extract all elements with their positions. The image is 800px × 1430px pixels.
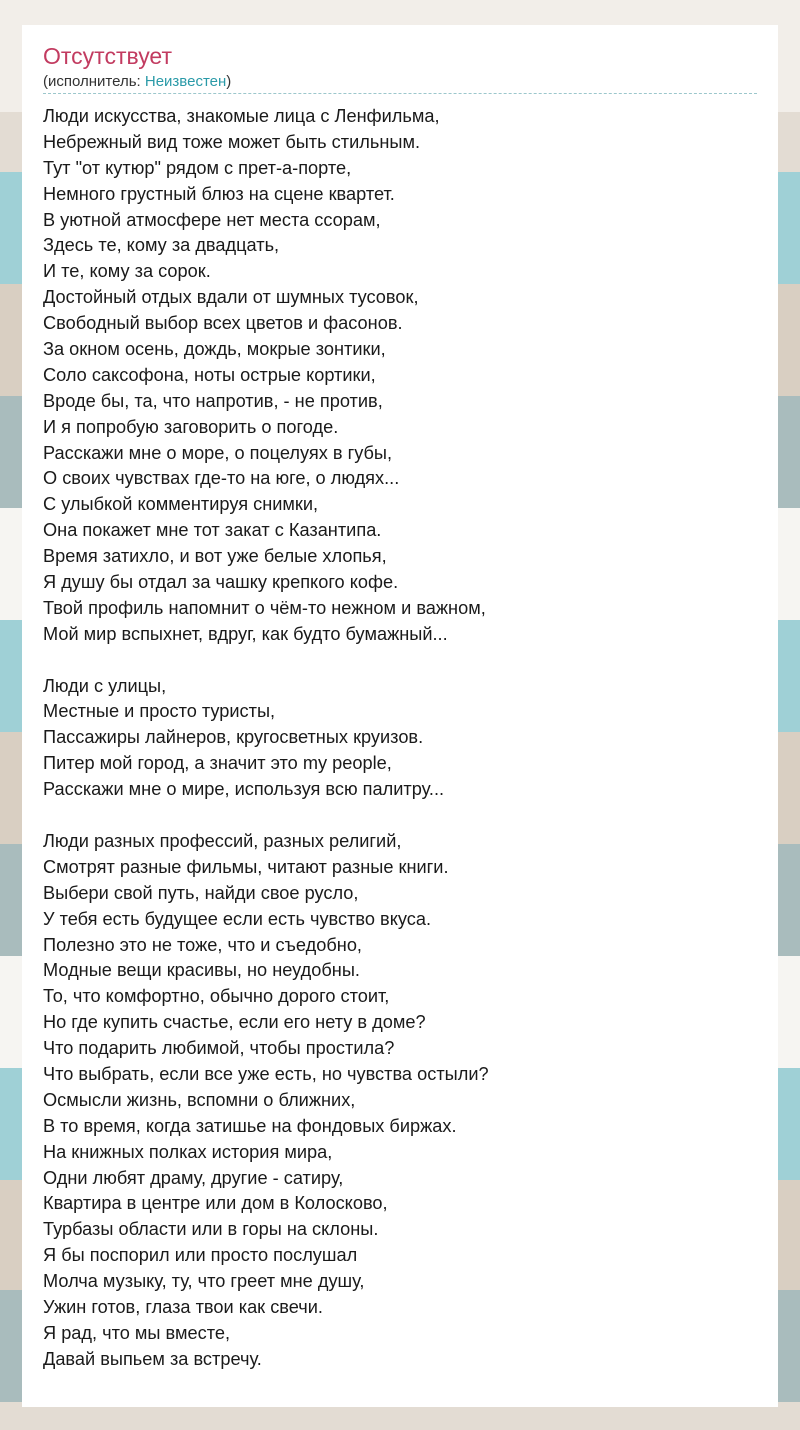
lyric-line: Выбери свой путь, найди свое русло, [43,882,359,903]
verse-3 [43,829,757,1373]
lyric-line: В то время, когда затишье на фондовых биржах. [43,1115,457,1136]
artist-prefix: (исполнитель: [43,73,145,90]
lyric-line: Немного грустный блюз на сцене квартет. [43,183,395,204]
lyric-line: Я рад, что мы вместе, [43,1322,230,1343]
lyric-line: Пассажиры лайнеров, кругосветных круизов. [43,727,424,748]
lyric-line: Твой профиль напомнит о чём-то нежном и важном, [43,597,486,618]
lyric-line: Расскажи мне о море, о поцелуях в губы, [43,442,393,463]
lyric-line: Но где купить счастье, если его нету в доме? [43,1012,426,1033]
lyric-line: Полезно это не тоже, что и съедобно, [43,934,362,955]
dashed-divider [43,93,757,94]
lyric-line: Люди искусства, знакомые лица с Ленфильма, [43,106,440,126]
lyric-line: Люди разных профессий, разных религий, [43,830,402,851]
artist-suffix: ) [226,73,232,90]
lyric-line: Соло саксофона, ноты острые кортики, [43,364,376,385]
artist-link[interactable]: Неизвестен [144,73,227,90]
lyric-line: Местные и просто туристы, [43,701,276,722]
lyric-line: Расскажи мне о мире, используя всю палитру... [43,779,445,800]
song-title: Отсутствует [43,43,172,69]
lyric-line: С улыбкой комментируя снимки, [43,494,319,515]
lyrics-text [43,104,757,1373]
lyric-line: Давай выпьем за встречу. [43,1348,262,1369]
lyric-line: Смотрят разные фильмы, читают разные книги. [43,856,449,877]
lyric-line: Что подарить любимой, чтобы простила? [43,1038,395,1059]
artist-line [43,73,231,90]
lyric-line: Турбазы области или в горы на склоны. [43,1219,379,1240]
lyric-line: Свободный выбор всех цветов и фасонов. [43,313,403,334]
lyric-line: И те, кому за сорок. [43,261,211,282]
lyric-line: Вроде бы, та, что напротив, - не против, [43,390,383,411]
lyric-line: Тут "от кутюр" рядом с прет-а-порте, [43,157,352,178]
lyric-line: То, что комфортно, обычно дорого стоит, [43,986,390,1007]
lyric-line: Что выбрать, если все уже есть, но чувства остыли? [43,1063,489,1084]
lyric-line: В уютной атмосфере нет места ссорам, [43,209,381,230]
verse-gap [43,648,757,674]
lyric-line: Модные вещи красивы, но неудобны. [43,960,360,981]
lyric-line: Небрежный вид тоже может быть стильным. [43,131,421,152]
lyric-line: Люди с улицы, [43,675,167,696]
verse-gap [43,803,757,829]
lyric-line: Мой мир вспыхнет, вдруг, как будто бумажный... [43,623,448,644]
lyric-line: Я бы поспорил или просто послушал [43,1245,358,1266]
lyric-line: Она покажет мне тот закат с Казантипа. [43,520,382,541]
lyric-line: Молча музыку, ту, что греет мне душу, [43,1271,365,1292]
lyric-line: Здесь те, кому за двадцать, [43,235,280,256]
lyric-line: За окном осень, дождь, мокрые зонтики, [43,339,386,360]
lyric-line: Квартира в центре или дом в Колосково, [43,1193,388,1214]
lyric-line: Время затихло, и вот уже белые хлопья, [43,546,387,567]
lyric-line: На книжных полках история мира, [43,1141,333,1162]
lyric-line: Ужин готов, глаза твои как свечи. [43,1296,323,1317]
lyric-line: Одни любят драму, другие - сатиру, [43,1167,344,1188]
lyric-line: Я душу бы отдал за чашку крепкого кофе. [43,572,399,593]
lyrics-card [22,25,778,1407]
lyric-line: Питер мой город, а значит это my people, [43,753,392,774]
lyric-line: О своих чувствах где-то на юге, о людях... [43,468,400,489]
lyric-line: И я попробую заговорить о погоде. [43,416,339,437]
lyric-line: Достойный отдых вдали от шумных тусовок, [43,287,419,308]
lyric-line: Осмысли жизнь, вспомни о ближних, [43,1089,356,1110]
lyric-line: У тебя есть будущее если есть чувство вкуса. [43,908,432,929]
verse-1 [43,104,757,648]
verse-2 [43,674,757,803]
